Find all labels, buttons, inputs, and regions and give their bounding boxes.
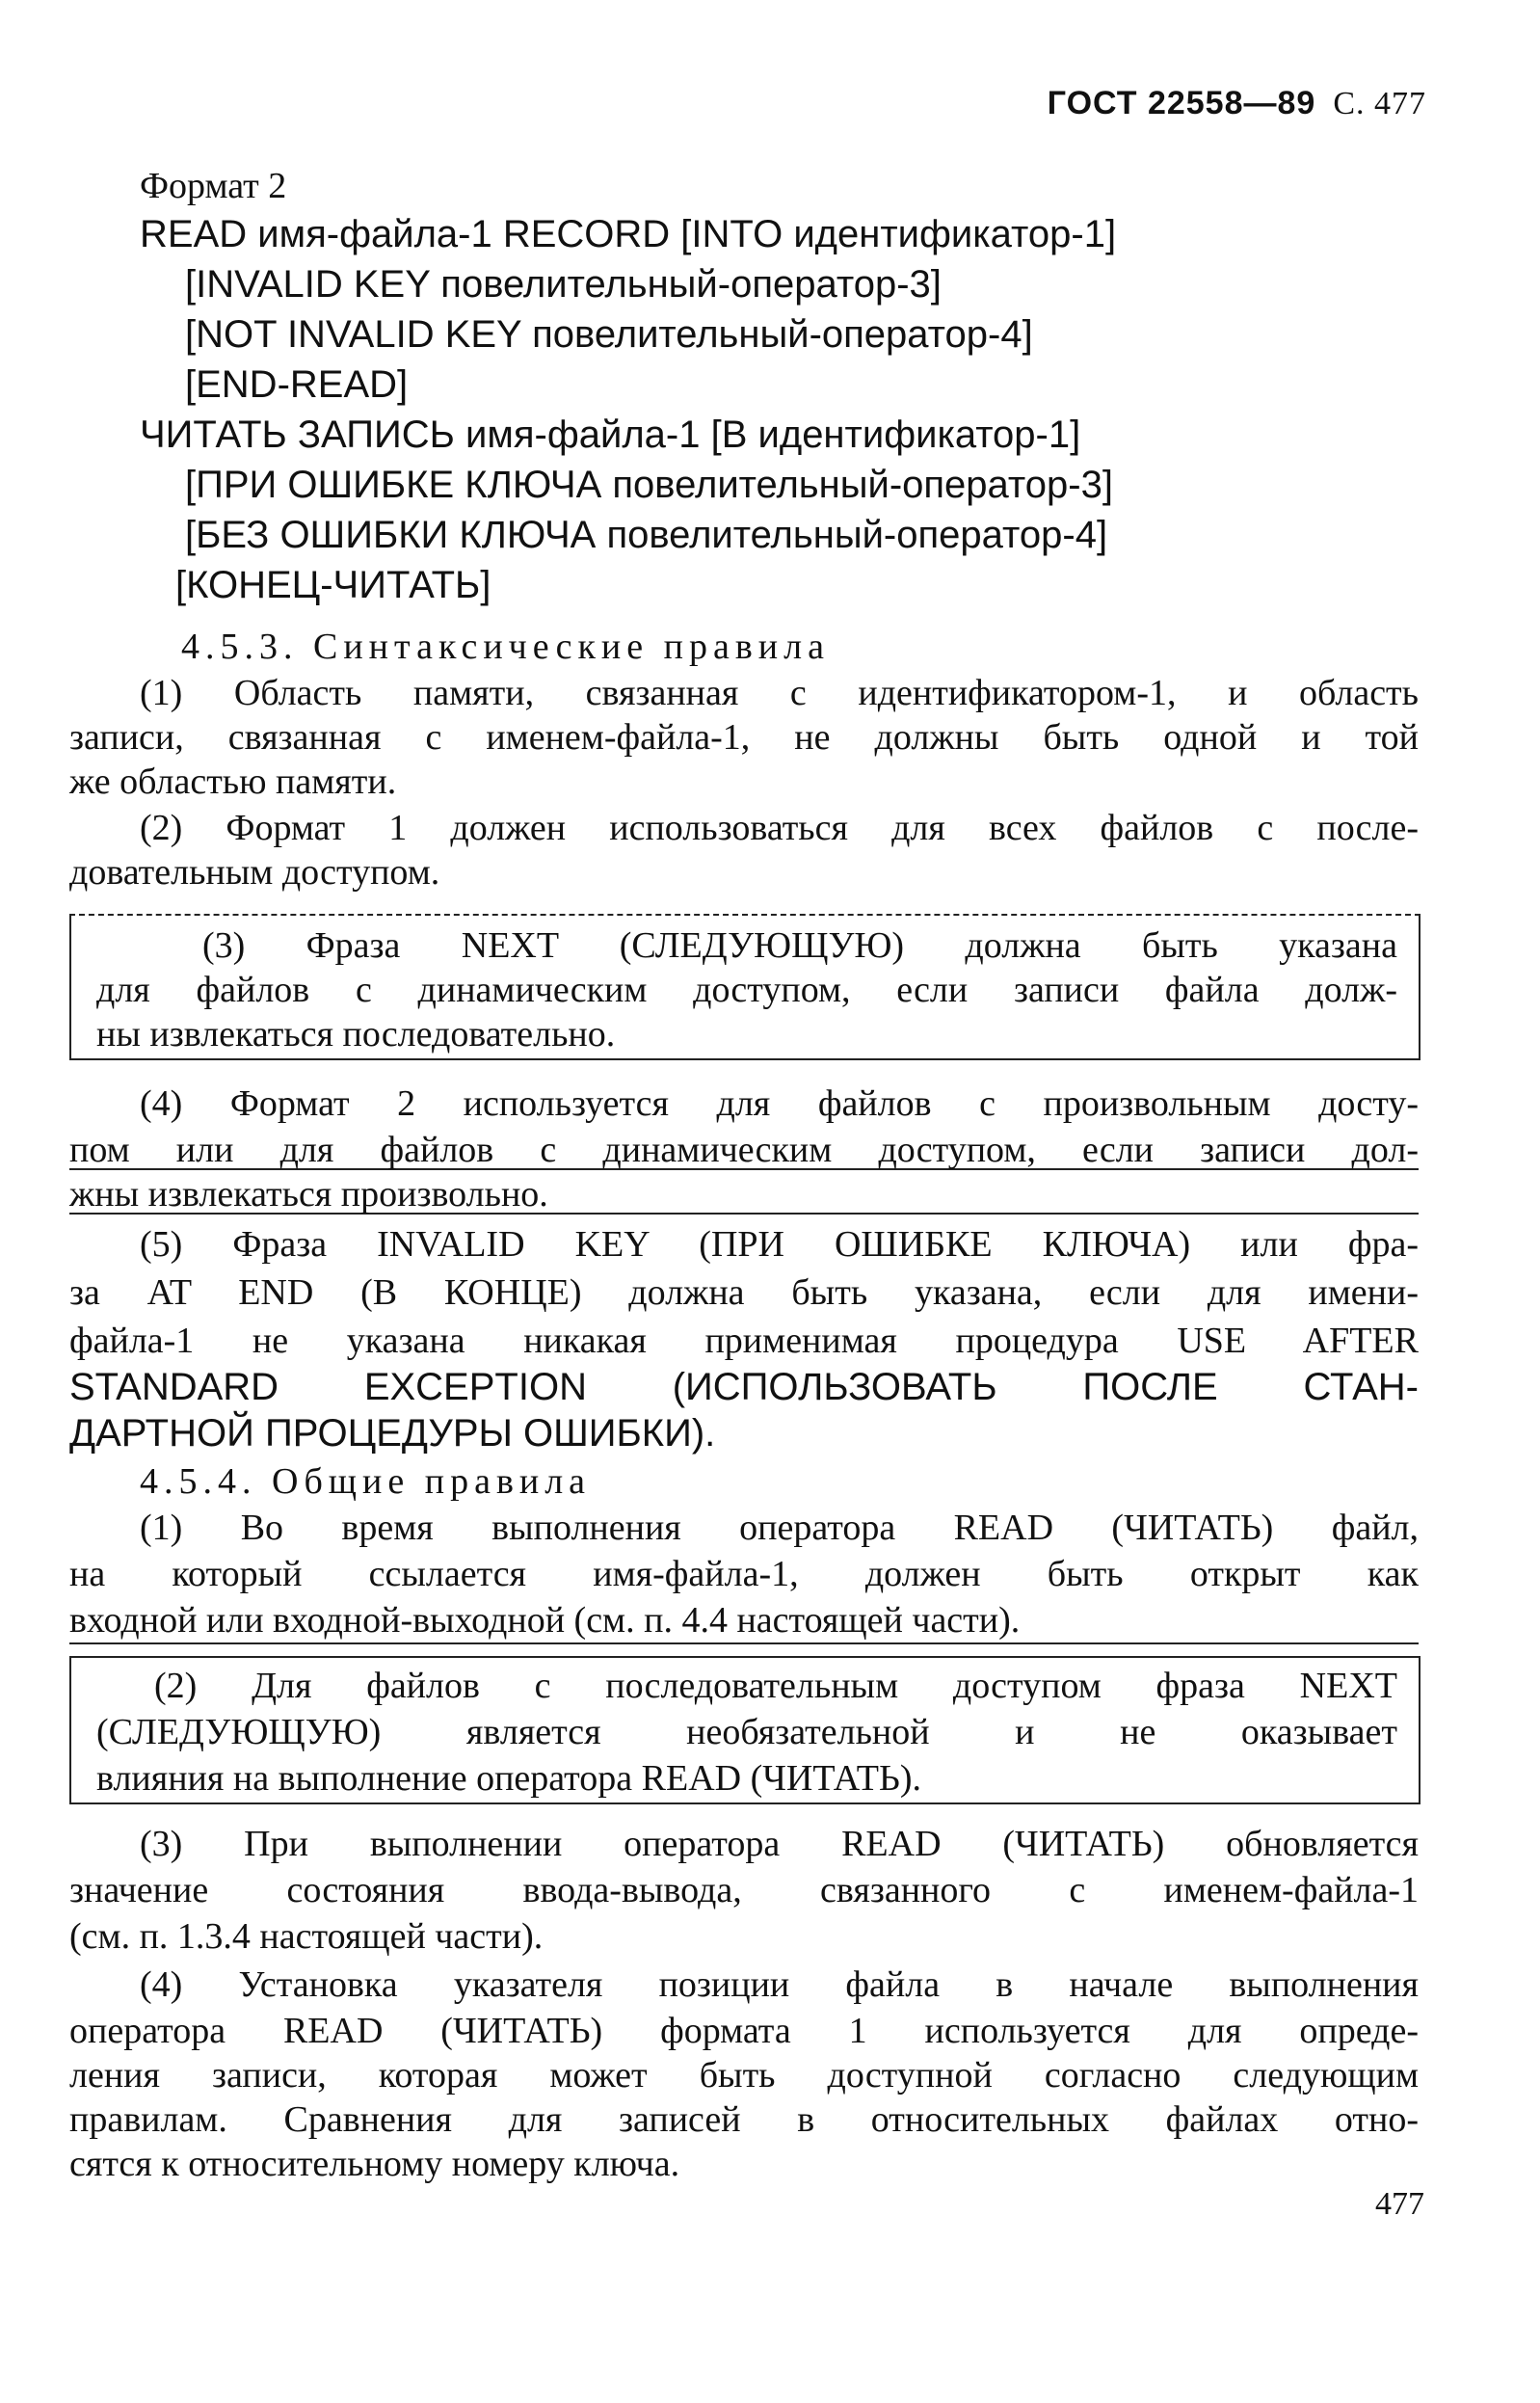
- paragraph-line: же областью памяти.: [69, 761, 397, 802]
- paragraph-line: (3) При выполнении оператора READ (ЧИТАТЬ) обновляется: [140, 1824, 1419, 1864]
- paragraph-line: входной или входной-выходной (см. п. 4.4 настоящей части).: [69, 1600, 1021, 1641]
- paragraph-line: файла-1 не указана никакая применимая процедура USE AFTER: [69, 1321, 1419, 1361]
- paragraph-line: значение состояния ввода-вывода, связанного с именем-файла-1: [69, 1870, 1419, 1910]
- format2-line: [END-READ]: [185, 363, 409, 406]
- paragraph-line: (4) Установка указателя позиции файла в начале выполнения: [140, 1964, 1419, 2005]
- paragraph-line: (4) Формат 2 используется для файлов с произвольным досту-: [140, 1083, 1419, 1124]
- paragraph-line: ны извлекаться последовательно.: [96, 1014, 616, 1055]
- paragraph-line: (1) Область памяти, связанная с идентификатором-1, и область: [140, 673, 1419, 713]
- paragraph-line: (3) Фраза NEXT (СЛЕДУЮЩУЮ) должна быть указана: [202, 925, 1397, 966]
- paragraph-line: пом или для файлов с динамическим доступом, если записи дол-: [69, 1130, 1419, 1170]
- format2-line: [NOT INVALID KEY повелительный-оператор-4]: [185, 313, 1033, 356]
- format2-line: [БЕЗ ОШИБКИ КЛЮЧА повелительный-оператор-4]: [185, 514, 1108, 556]
- format2-title: Формат 2: [140, 166, 287, 206]
- format2-line: ЧИТАТЬ ЗАПИСЬ имя-файла-1 [В идентификатор-1]: [140, 414, 1081, 456]
- paragraph-line: записи, связанная с именем-файла-1, не должны быть одной и той: [69, 717, 1419, 758]
- paragraph-line: жны извлекаться произвольно.: [69, 1174, 548, 1215]
- paragraph-line: на который ссылается имя-файла-1, должен быть открыт как: [69, 1554, 1419, 1594]
- paragraph-line: для файлов с динамическим доступом, если записи файла долж-: [96, 970, 1397, 1010]
- paragraph-line: за AT END (В КОНЦЕ) должна быть указана, если для имени-: [69, 1272, 1419, 1313]
- paragraph-line: ления записи, которая может быть доступной согласно следующим: [69, 2055, 1419, 2096]
- paragraph-line: влияния на выполнение оператора READ (ЧИТАТЬ).: [96, 1758, 921, 1799]
- section-heading-general: 4.5.4. Общие правила: [140, 1461, 592, 1502]
- paragraph-line: (2) Для файлов с последовательным доступом фраза NEXT: [154, 1666, 1397, 1706]
- underline-rule: [69, 1642, 1419, 1644]
- paragraph-line: (5) Фраза INVALID KEY (ПРИ ОШИБКЕ КЛЮЧА) или фра-: [140, 1224, 1419, 1265]
- section-heading-syntax: 4.5.3. Синтаксические правила: [181, 627, 830, 667]
- paragraph-line: довательным доступом.: [69, 852, 440, 893]
- paragraph-line: правилам. Сравнения для записей в относительных файлах отно-: [69, 2099, 1419, 2140]
- format2-line: [КОНЕЦ-ЧИТАТЬ]: [175, 564, 491, 606]
- paragraph-line: (см. п. 1.3.4 настоящей части).: [69, 1916, 544, 1957]
- paragraph-line: оператора READ (ЧИТАТЬ) формата 1 используется для опреде-: [69, 2011, 1419, 2051]
- paragraph-line: (1) Во время выполнения оператора READ (ЧИТАТЬ) файл,: [140, 1508, 1419, 1548]
- standard-number: ГОСТ 22558—89: [1047, 85, 1316, 121]
- paragraph-line: сятся к относительному номеру ключа.: [69, 2144, 680, 2184]
- header-page-number: С. 477: [1333, 86, 1426, 121]
- paragraph-line: ДАРТНОЙ ПРОЦЕДУРЫ ОШИБКИ).: [69, 1412, 716, 1455]
- paragraph-line: (СЛЕДУЮЩУЮ) является необязательной и не оказывает: [96, 1712, 1397, 1752]
- format2-line: [INVALID KEY повелительный-оператор-3]: [185, 263, 942, 306]
- page-header: [1048, 85, 1426, 122]
- format2-line: READ имя-файла-1 RECORD [INTO идентификатор-1]: [140, 213, 1117, 255]
- format2-line: [ПРИ ОШИБКЕ КЛЮЧА повелительный-оператор-3]: [185, 464, 1113, 506]
- paragraph-line: STANDARD EXCEPTION (ИСПОЛЬЗОВАТЬ ПОСЛЕ СТАН-: [69, 1366, 1419, 1408]
- paragraph-line: (2) Формат 1 должен использоваться для всех файлов с после-: [140, 808, 1419, 848]
- footer-page-number: 477: [1375, 2186, 1424, 2222]
